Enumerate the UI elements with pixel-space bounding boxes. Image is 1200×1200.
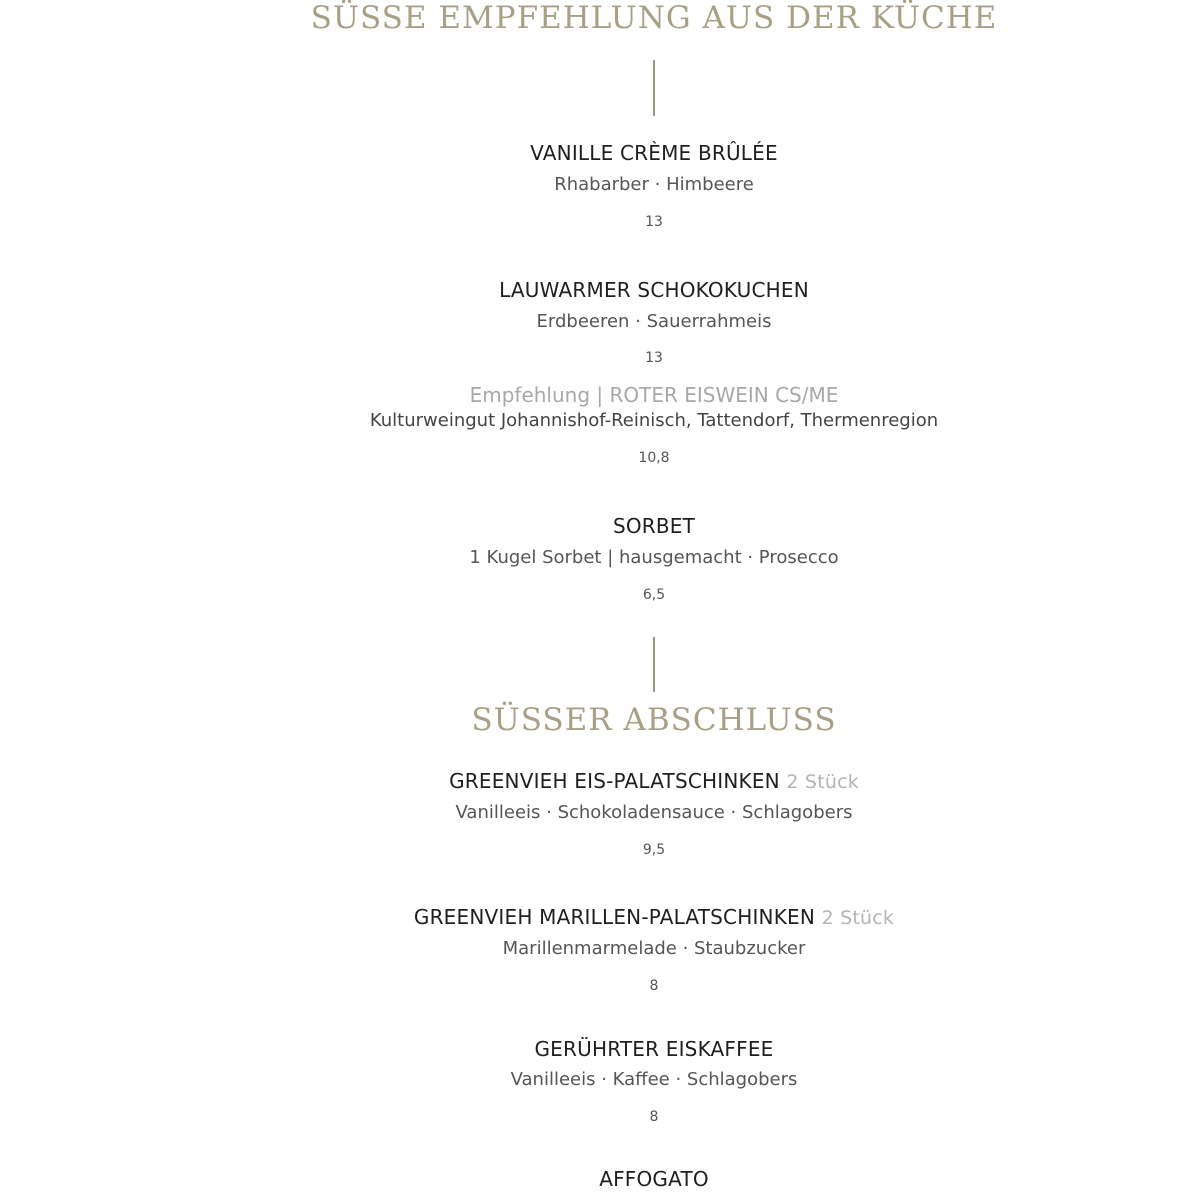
- menu-item-title: LAUWARMER SCHOKOKUCHEN: [499, 278, 809, 302]
- menu-item-description: Marillenmarmelade · Staubzucker: [502, 938, 806, 959]
- wine-recommendation: Empfehlung | ROTER EISWEIN CS/ME: [469, 383, 839, 407]
- menu-item-title: AFFOGATO: [599, 1167, 709, 1191]
- wine-price: 10,8: [638, 450, 670, 466]
- section-divider: [653, 60, 655, 116]
- menu-item-description: Rhabarber · Himbeere: [554, 174, 754, 195]
- menu-item-title-row: [254, 769, 1054, 793]
- menu-item-title: SORBET: [612, 514, 696, 538]
- menu-item-price: 13: [645, 214, 663, 230]
- section-heading-suesser-abschluss: SÜSSER ABSCHLUSS: [471, 702, 837, 738]
- menu-item-price: 13: [645, 350, 663, 366]
- menu-item-price: 6,5: [642, 587, 666, 603]
- menu-item-quantity: 2 Stück: [821, 907, 895, 929]
- menu-item-price: 8: [649, 978, 659, 994]
- menu-item-title: GREENVIEH EIS-PALATSCHINKEN: [449, 769, 780, 793]
- menu-item-price: 8: [649, 1109, 659, 1125]
- section-heading-suesse-empfehlung: SÜSSE EMPFEHLUNG AUS DER KÜCHE: [310, 0, 998, 36]
- menu-item-description: 1 Kugel Sorbet | hausgemacht · Prosecco: [469, 547, 839, 568]
- menu-item-title-row: [254, 905, 1054, 929]
- menu-item-title: GREENVIEH MARILLEN-PALATSCHINKEN: [413, 905, 816, 929]
- section-divider: [653, 637, 655, 692]
- menu-item-description: Erdbeeren · Sauerrahmeis: [536, 311, 772, 332]
- wine-producer: Kulturweingut Johannishof-Reinisch, Tattendorf, Thermenregion: [369, 410, 939, 431]
- menu-item-quantity: 2 Stück: [786, 771, 859, 793]
- menu-item-price: 9,5: [642, 842, 666, 858]
- menu-item-title: VANILLE CRÈME BRÛLÉE: [530, 141, 778, 165]
- menu-item-description: Vanilleeis · Schokoladensauce · Schlagobers: [455, 802, 853, 823]
- menu-item-title: GERÜHRTER EISKAFFEE: [534, 1037, 774, 1061]
- menu-item-description: Vanilleeis · Kaffee · Schlagobers: [510, 1069, 798, 1090]
